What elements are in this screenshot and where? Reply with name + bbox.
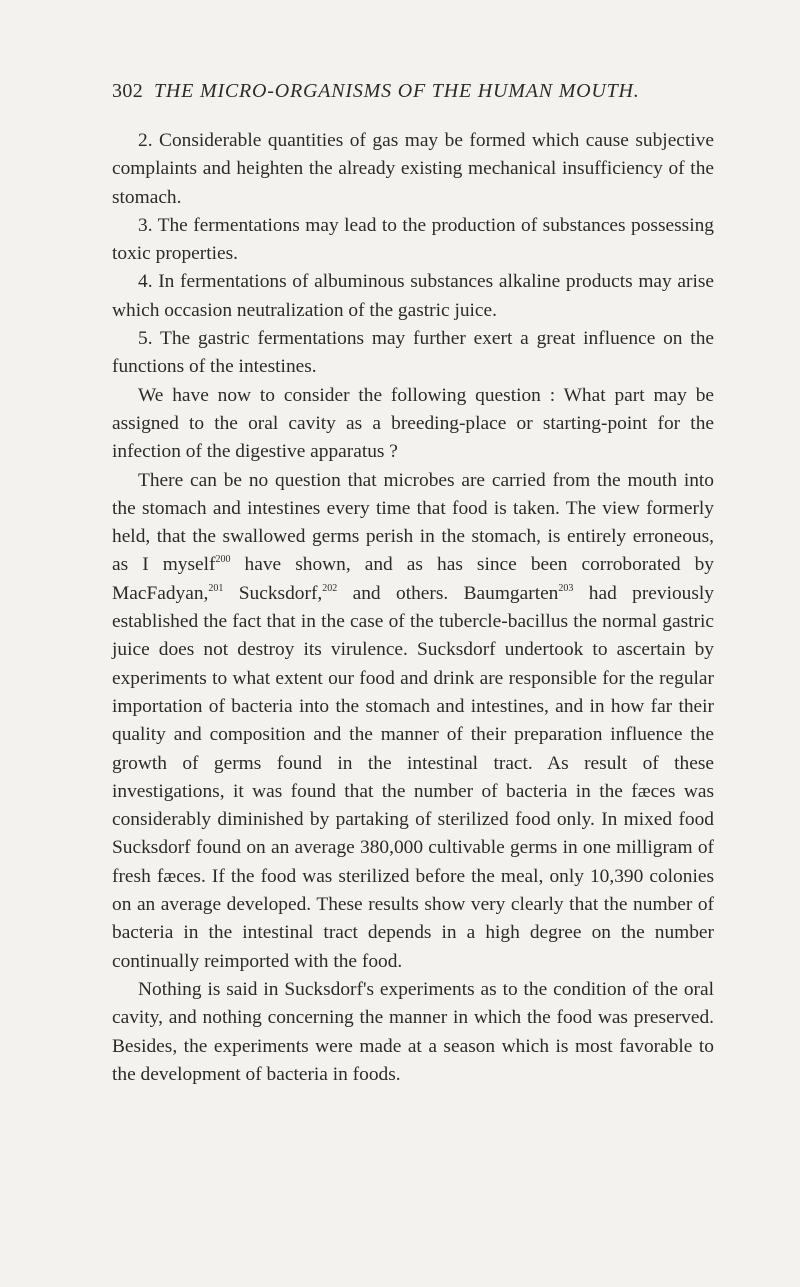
microbes-text-5: had previously established the fact that in the case of the tubercle-bacillus the normal gastric juice does not destroy its virulence. Sucksdorf undertook to ascertain by experiments to what extent our food and drink are responsible for the regular importation of bacteria into the stomach and intestines, and in how far their quality and composition and the manner of their preparation influence the growth of germs found in the intestinal tract. As result of these investigations, it was found that the number of bacteria in the fæces was considerably diminished by partaking of sterilized food only. In mixed food Sucksdorf found on an average 380,000 cultivable germs in one milligram of fresh fæces. If the food was sterilized before the meal, only 10,390 colonies on an average developed. These results show very clearly that the number of bacteria in the intestinal tract depends in a high degree on the number continually reimported with the food.	[112, 582, 715, 972]
paragraph-5: 5. The gastric fermentations may further exert a great influence on the functions of the intestines.	[112, 328, 714, 378]
microbes-text-1: There can be no question that microbes are carried from the mouth into the stomach and intestines every time that food is taken. The view formerly held, that the swallowed germs perish in the stomach, is entirely erroneous, as I myself	[112, 469, 714, 576]
footnote-ref-203: 203	[558, 582, 574, 594]
page-number: 302	[112, 80, 144, 102]
sucksdorf-paragraph: Nothing is said in Sucksdorf's experiments as to the condition of the oral cavity, and nothing concerning the manner in which the food was preserved. Besides, the experiments were made at a season which is most favorable to the development of bacteria in foods.	[112, 978, 714, 1085]
paragraph-2: 2. Considerable quantities of gas may be formed which cause subjective complaints and heighten the already existing mechanical insufficiency of the stomach.	[112, 130, 714, 208]
footnote-ref-200: 200	[215, 554, 231, 566]
microbes-text-3: Sucksdorf,	[223, 582, 323, 604]
running-title: THE MICRO-ORGANISMS OF THE HUMAN MOUTH.	[154, 80, 640, 102]
footnote-ref-201: 201	[208, 582, 224, 594]
footnote-ref-202: 202	[322, 582, 338, 594]
paragraph-4: 4. In fermentations of albuminous substances alkaline products may arise which occasion neutralization of the gastric juice.	[112, 271, 714, 321]
body-text	[112, 127, 714, 1089]
microbes-paragraph	[112, 467, 714, 976]
microbes-text-4: and others. Baumgarten	[337, 582, 559, 604]
paragraph-3: 3. The fermentations may lead to the production of substances possessing toxic properties.	[112, 214, 714, 265]
running-head	[112, 80, 714, 103]
microbes-text-2: have shown, and as has since been corroborated by MacFadyan,	[112, 554, 714, 604]
question-paragraph: We have now to consider the following question : What part may be assigned to the oral cavity as a breeding-place or starting-point for the infection of the digestive apparatus ?	[112, 384, 714, 463]
